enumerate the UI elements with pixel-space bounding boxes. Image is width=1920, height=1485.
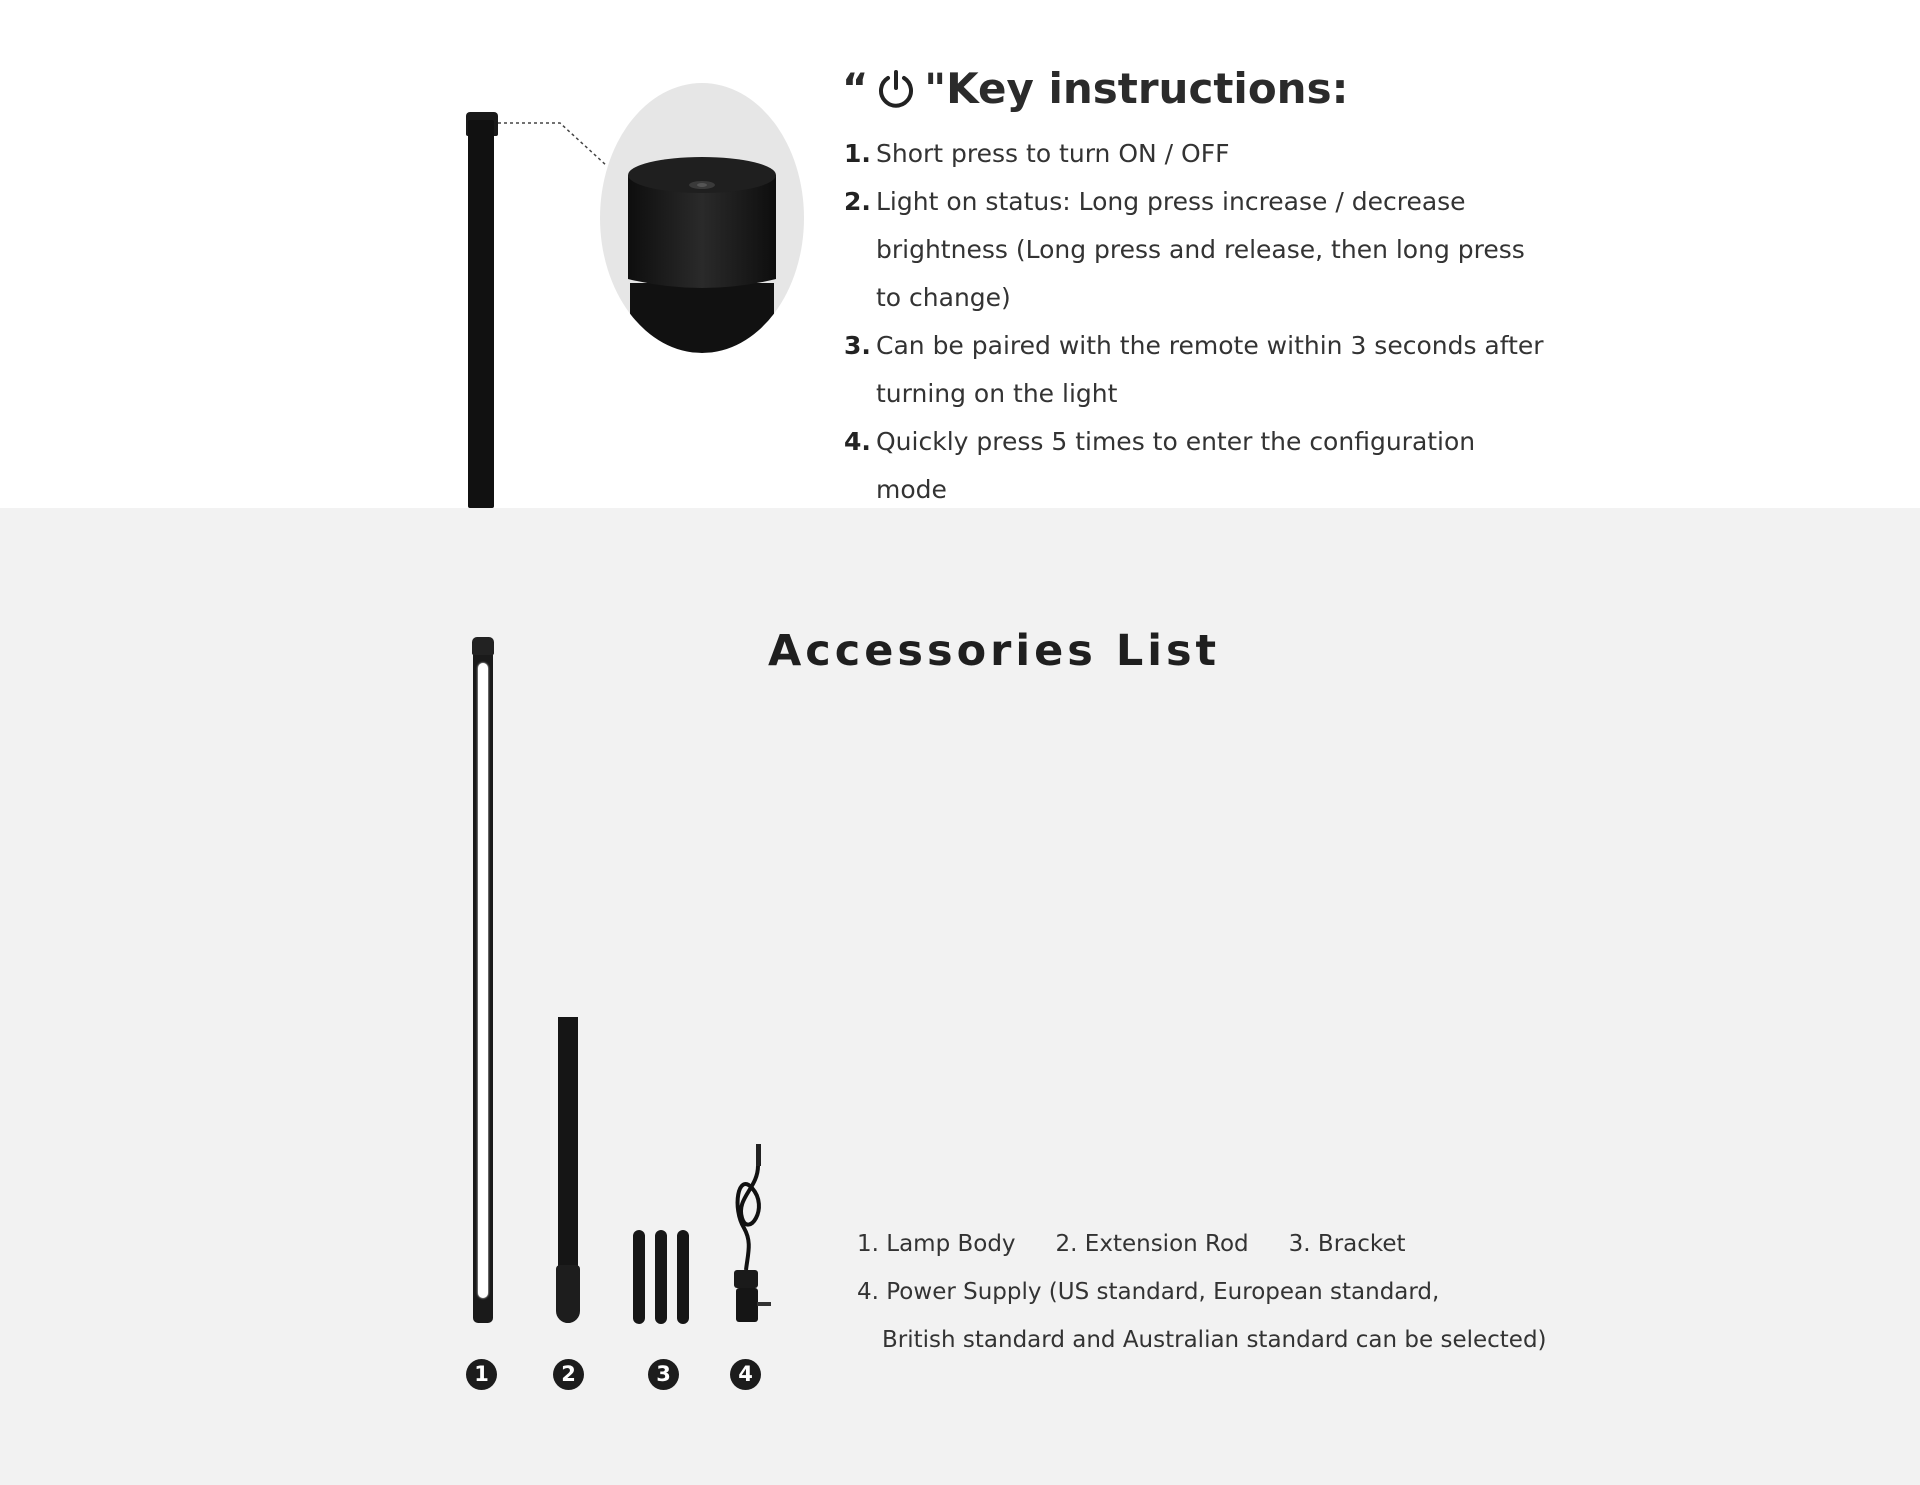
accessories-description: [857, 1220, 1547, 1364]
item-badge-4: 4: [730, 1359, 761, 1390]
accessory-power-supply-note: British standard and Australian standard can be selected): [882, 1327, 1547, 1353]
instruction-number: 4.: [844, 427, 871, 456]
instruction-number: 1.: [844, 139, 871, 168]
instruction-text: Can be paired with the remote within 3 seconds after turning on the light: [876, 331, 1544, 408]
item-badge-1: 1: [466, 1359, 497, 1390]
power-icon: [876, 69, 916, 109]
instruction-text: Quickly press 5 times to enter the configuration mode: [876, 427, 1476, 504]
instruction-item: [844, 418, 1544, 508]
accessories-section: [0, 508, 1920, 1485]
instruction-item: [844, 322, 1544, 418]
heading-open-quote: “: [842, 65, 869, 112]
power-button-closeup: [600, 83, 804, 353]
accessory-power-supply: 4. Power Supply (US standard, European standard,: [857, 1279, 1440, 1305]
power-supply-image: [0, 508, 820, 1408]
item-badge-3: 3: [648, 1359, 679, 1390]
accessories-title: Accessories List: [768, 626, 1221, 676]
instruction-item: [844, 130, 1544, 178]
lamp-pole-image: [468, 120, 494, 508]
accessory-bracket: 3. Bracket: [1288, 1231, 1406, 1257]
key-instructions-heading: [842, 64, 1348, 113]
lamp-cap-closeup-illustration: [600, 83, 804, 353]
heading-text: "Key instructions:: [924, 64, 1349, 113]
instruction-text: Light on status: Long press increase / decrease brightness (Long press and release, then long press to change): [876, 187, 1525, 312]
instruction-number: 3.: [844, 331, 871, 360]
item-badge-2: 2: [553, 1359, 584, 1390]
instruction-item: [844, 178, 1544, 322]
instructions-list: [844, 130, 1544, 508]
callout-dotted-line: [0, 0, 700, 200]
instruction-text: Short press to turn ON / OFF: [876, 139, 1230, 168]
accessories-row: [857, 1220, 1547, 1268]
instruction-number: 2.: [844, 187, 871, 216]
key-instructions-section: [0, 0, 1920, 508]
accessory-extension-rod: 2. Extension Rod: [1055, 1231, 1249, 1257]
accessory-lamp-body: 1. Lamp Body: [857, 1231, 1016, 1257]
